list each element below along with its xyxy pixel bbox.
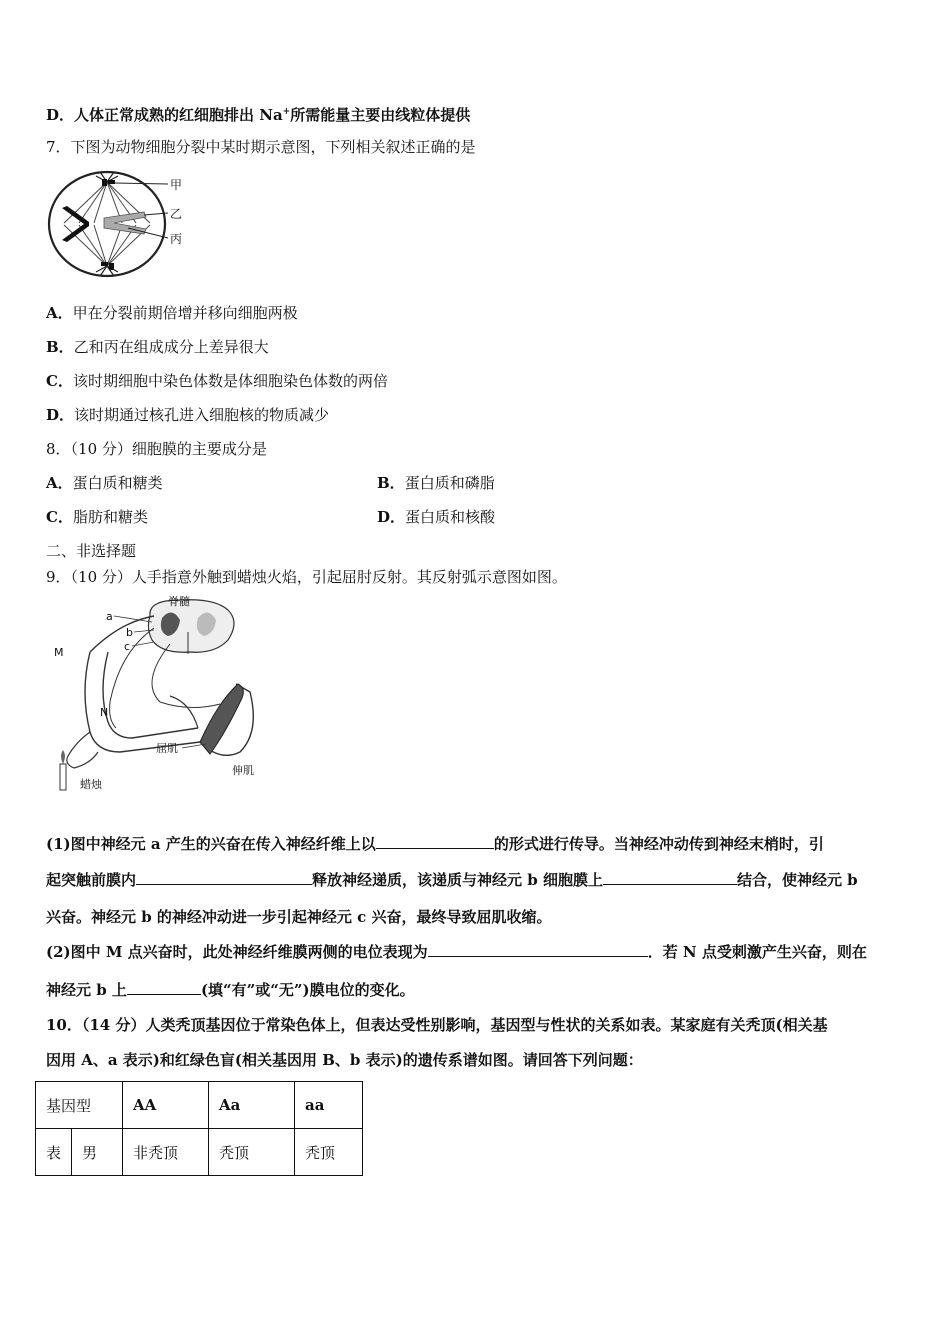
genotype-table [35,1081,363,1176]
cell-division-figure [44,168,194,283]
q8-stem: 8．（10 分）细胞膜的主要成分是 [46,440,267,458]
table-row [36,1129,363,1176]
q9-stem: 9．（10 分）人手指意外触到蜡烛火焰，引起屈肘反射。其反射弧示意图如图。 [46,568,567,586]
q8-option-b: B．蛋白质和磷脂 [377,474,495,492]
table-header-cell: aa [295,1082,363,1129]
label-M: M [54,646,64,659]
q9-part1-line3: 兴奋。神经元 b 的神经冲动进一步引起神经元 c 兴奋，最终导致屈肌收缩。 [46,908,552,926]
q8-option-c: C．脂肪和糖类 [46,508,148,526]
label-a: a [106,610,113,623]
label-flexor: 屈肌 [156,742,178,755]
table-header-cell: AA [123,1082,209,1129]
q10-stem-line2: 因用 A、a 表示)和红绿色盲(相关基因用 B、b 表示)的遗传系谱如图。请回答下列问题： [46,1051,643,1069]
label-bing: 丙 [170,232,183,246]
label-b: b [126,626,133,639]
q9-part1-line1: (1)图中神经元 a 产生的兴奋在传入神经纤维上以 的形式进行传导。当神经冲动传到神经末梢时，引 [46,835,824,853]
q7-option-a: A．甲在分裂前期倍增并移向细胞两极 [46,304,298,322]
table-cell: 男 [72,1129,123,1176]
q9-part2-line1: (2)图中 M 点兴奋时，此处神经纤维膜两侧的电位表现为 ．若 N 点受刺激产生兴奋，则在 [46,943,867,961]
reflex-arc-figure [50,592,270,802]
answer-blank-2[interactable] [136,870,312,885]
q6-option-d: D．人体正常成熟的红细胞排出 Na+所需能量主要由线粒体提供 [46,106,471,124]
label-jia: 甲 [170,178,183,192]
label-spinal-cord: 脊髓 [168,595,190,608]
answer-blank-1[interactable] [376,834,494,849]
table-header-cell: Aa [209,1082,295,1129]
answer-blank-4[interactable] [428,942,648,957]
table-cell: 秃顶 [209,1129,295,1176]
table-cell: 表 [36,1129,72,1176]
q7-option-c: C．该时期细胞中染色体数是体细胞染色体数的两倍 [46,372,388,390]
q8-option-d: D．蛋白质和核酸 [377,508,496,526]
q9-part2-line2: 神经元 b 上 (填“有”或“无”)膜电位的变化。 [46,981,415,999]
answer-blank-5[interactable] [127,980,201,995]
table-cell: 秃顶 [295,1129,363,1176]
q10-stem-line1: 10．（14 分）人类秃顶基因位于常染色体上，但表达受性别影响，基因型与性状的关系如表。某家庭有关秃顶(相关基 [46,1016,828,1034]
q7-stem: 7．下图为动物细胞分裂中某时期示意图，下列相关叙述正确的是 [46,138,476,156]
section-title: 二、非选择题 [46,542,137,560]
answer-blank-3[interactable] [603,870,737,885]
label-yi: 乙 [170,207,183,221]
label-N: N [100,706,109,719]
label-c: c [124,640,131,653]
table-cell: 非秃顶 [123,1129,209,1176]
label-candle: 蜡烛 [80,778,102,791]
table-header-cell: 基因型 [36,1082,123,1129]
q7-option-b: B．乙和丙在组成成分上差异很大 [46,338,269,356]
q7-option-d: D．该时期通过核孔进入细胞核的物质减少 [46,406,330,424]
table-row [36,1082,363,1129]
q9-part1-line2: 起突触前膜内 释放神经递质，该递质与神经元 b 细胞膜上 结合，使神经元 b [46,871,858,889]
q8-option-a: A．蛋白质和糖类 [46,474,163,492]
label-extensor: 伸肌 [232,764,254,777]
